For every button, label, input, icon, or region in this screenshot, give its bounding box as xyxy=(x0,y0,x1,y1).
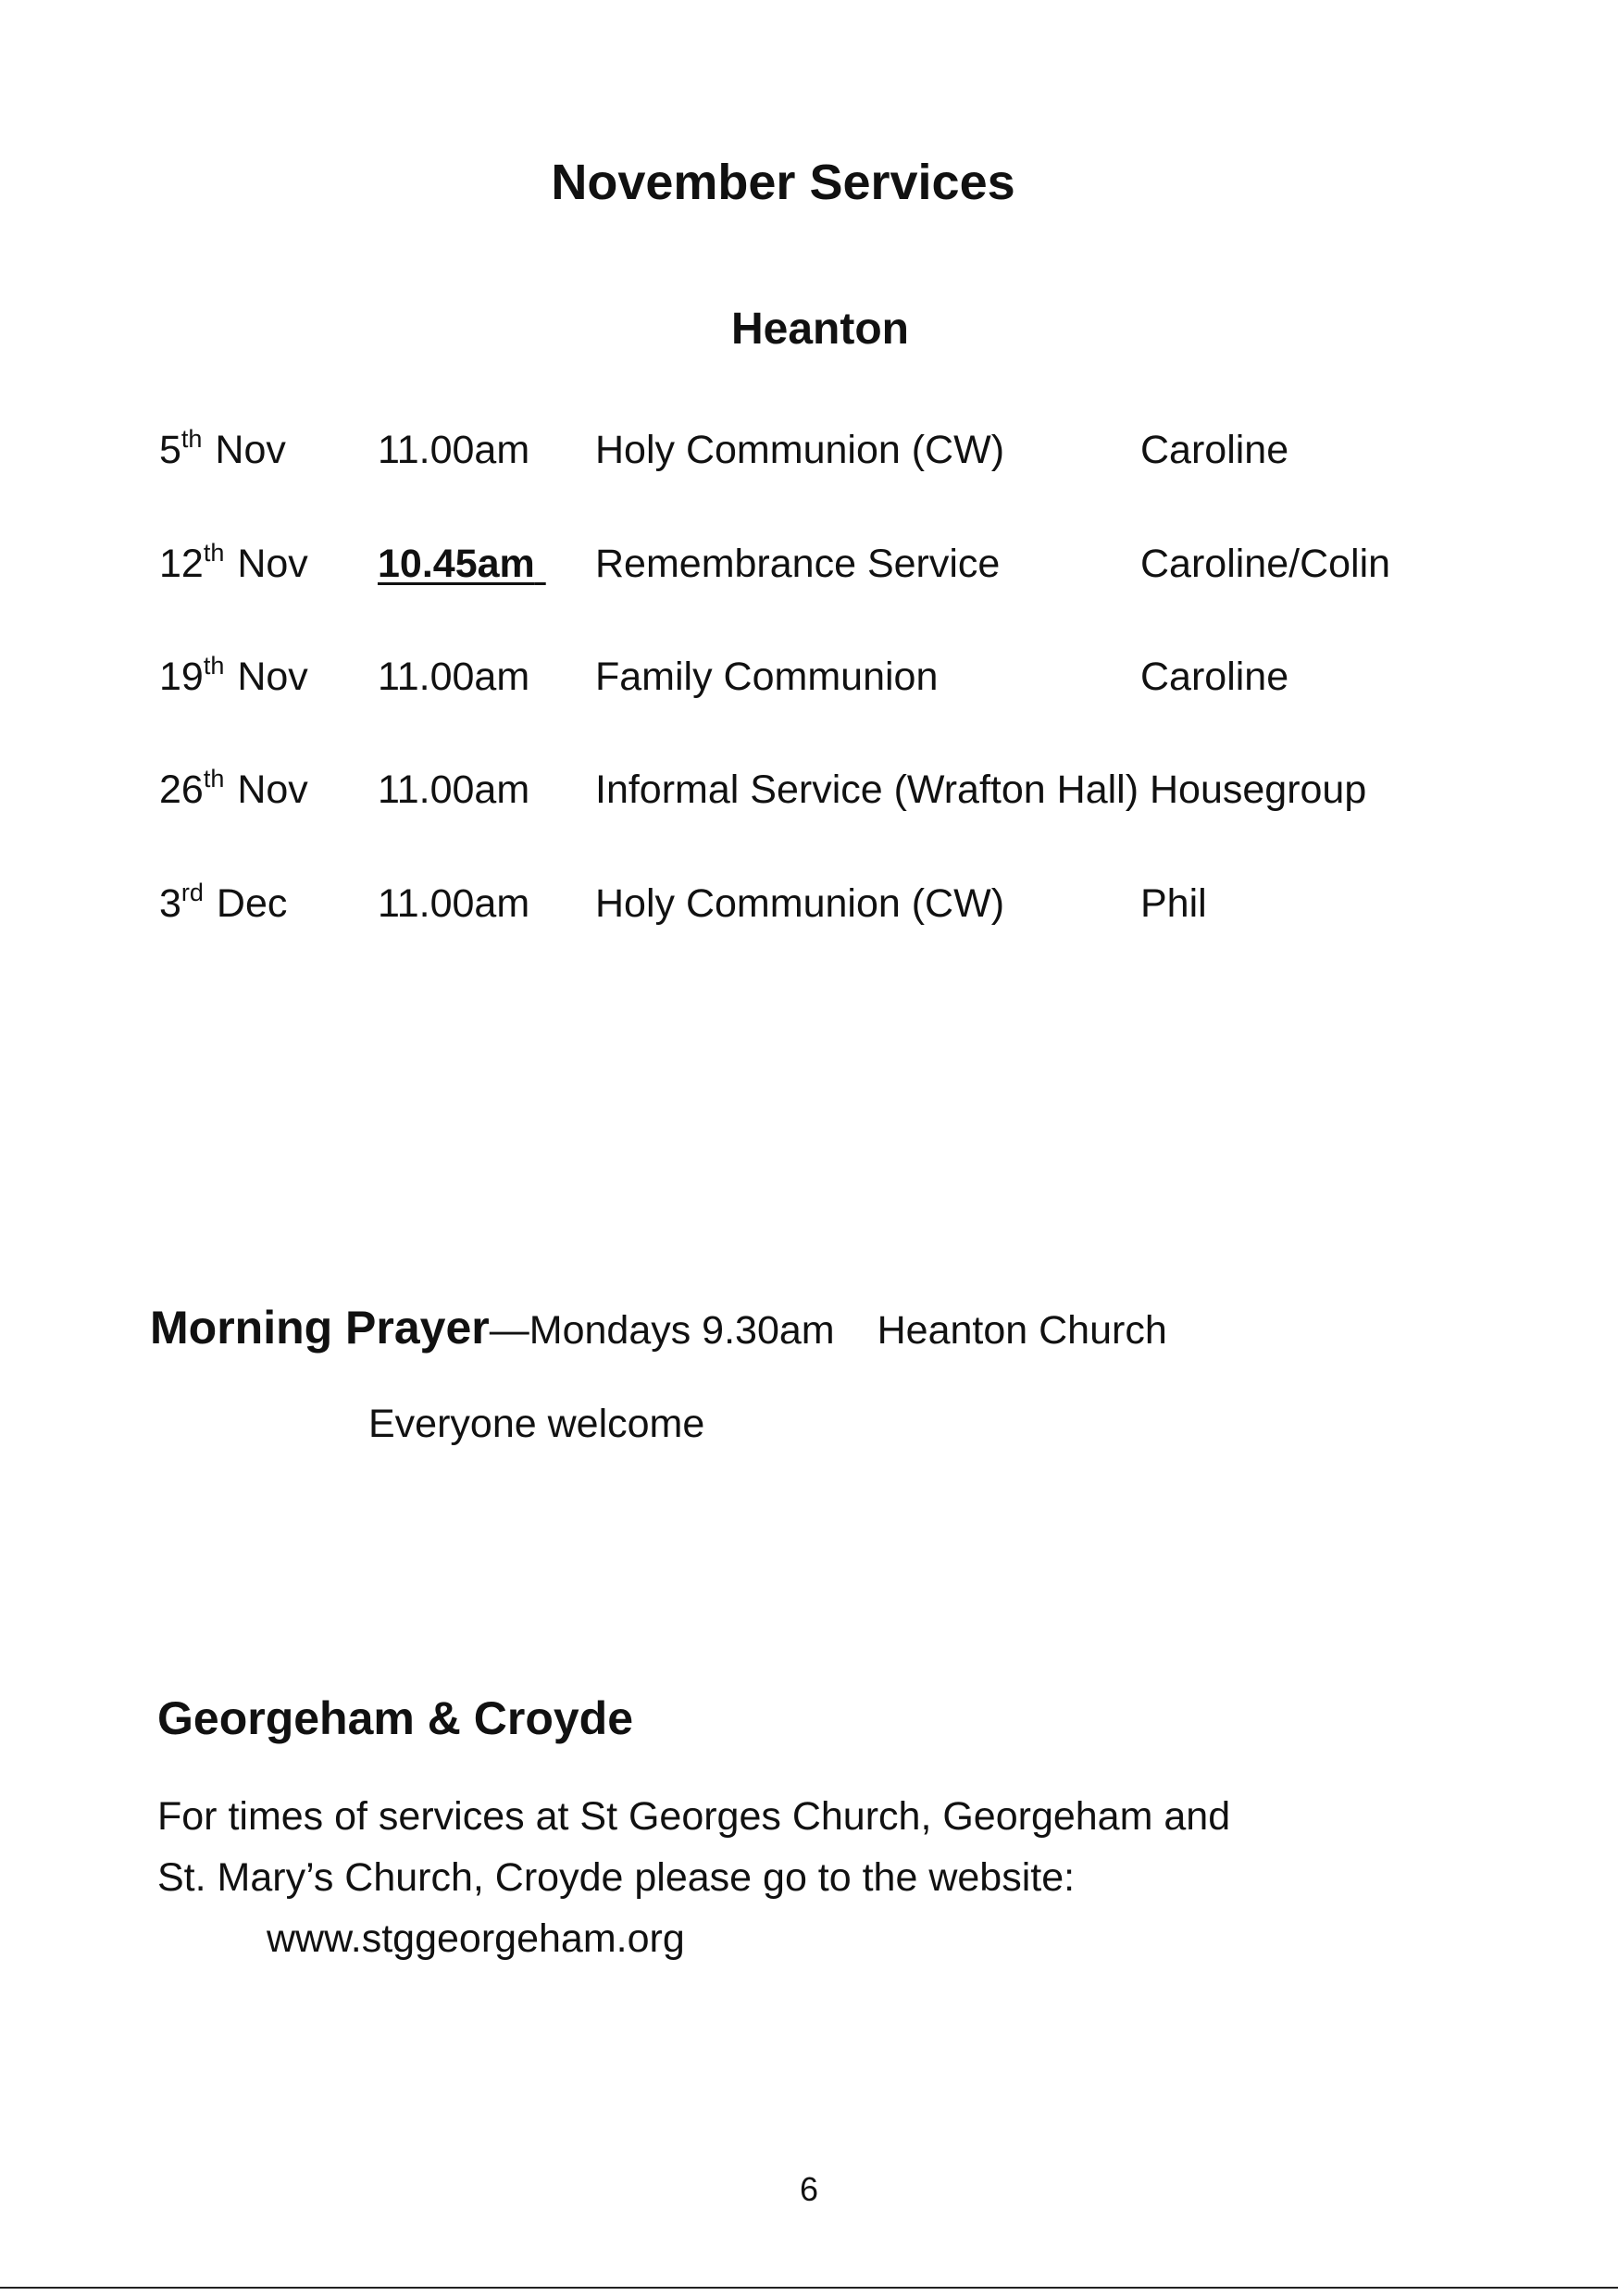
service-leader: Caroline xyxy=(1140,655,1289,699)
morning-prayer-location: Heanton Church xyxy=(877,1308,1167,1353)
service-leader: Caroline/Colin xyxy=(1140,542,1391,586)
website-link[interactable]: www.stggeorgeham.org xyxy=(267,1916,685,1961)
morning-prayer-title: Morning Prayer xyxy=(150,1302,490,1354)
service-leader: Caroline xyxy=(1140,428,1289,472)
service-leader: Housegroup xyxy=(1149,767,1367,812)
service-date: 5th Nov xyxy=(159,425,286,472)
service-row xyxy=(0,422,1618,478)
page-number: 6 xyxy=(799,2170,819,2208)
service-row xyxy=(0,876,1618,931)
service-name: Holy Communion (CW) xyxy=(595,428,1005,472)
georgeham-text-line-2: St. Mary’s Church, Croyde please go to the website: xyxy=(157,1855,1076,1900)
service-name: Holy Communion (CW) xyxy=(595,881,1005,926)
service-name-with-leader: Informal Service (Wrafton Hall) Housegroup xyxy=(595,767,1367,812)
service-time: 11.00am xyxy=(378,767,530,812)
morning-prayer-line xyxy=(150,1300,1167,1358)
georgeham-croyde-heading: Georgeham & Croyde xyxy=(157,1692,634,1744)
service-name: Remembrance Service xyxy=(595,542,1001,586)
morning-prayer-note: Everyone welcome xyxy=(368,1402,705,1446)
bottom-divider xyxy=(0,2287,1618,2289)
service-row xyxy=(0,649,1618,705)
service-date: 19th Nov xyxy=(159,652,308,699)
morning-prayer-dash: — xyxy=(489,1308,529,1353)
georgeham-text-line-1: For times of services at St Georges Church, Georgeham and xyxy=(157,1794,1231,1839)
service-time: 11.00am xyxy=(378,428,530,472)
service-date: 3rd Dec xyxy=(159,879,288,926)
service-leader: Phil xyxy=(1140,881,1207,926)
service-time-highlighted: 10.45am xyxy=(378,542,535,586)
service-name: Family Communion xyxy=(595,655,939,699)
service-time: 11.00am xyxy=(378,881,530,926)
service-time: 11.00am xyxy=(378,655,530,699)
service-row xyxy=(0,536,1618,592)
service-date: 12th Nov xyxy=(159,539,308,586)
morning-prayer-time: Mondays 9.30am xyxy=(529,1308,835,1353)
service-date: 26th Nov xyxy=(159,765,308,812)
section-heading-heanton: Heanton xyxy=(731,305,909,354)
page-title: November Services xyxy=(551,155,1015,210)
service-row xyxy=(0,762,1618,817)
